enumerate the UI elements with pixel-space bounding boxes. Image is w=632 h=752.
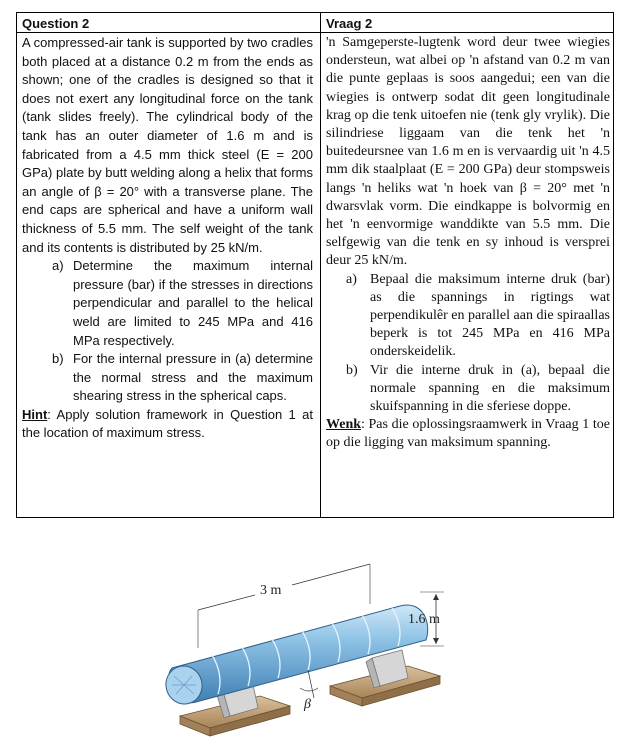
- hint-label: Wenk: [326, 417, 362, 433]
- hint-label: Hint: [22, 406, 48, 422]
- hint-text: : Apply solution framework in Question 1 at the location of maximum stress.: [22, 406, 313, 441]
- part-label: b): [346, 362, 358, 378]
- afrikaans-problem-text: 'n Samgeperste-lugtenk word deur twee wiegies ondersteun, wat albei op 'n afstand van 0.2 m van die punte geplaas is soos aangedui; een van die wiegies is ontwerp sodat dit geen longitudinale krag op die tenk uitoefen nie (tenk gly vrylik). Die silindriese liggaam van die tenk het 'n buitedeursnee van 1.6 m en is vervaardig uit 'n 4.5 mm dik staalplaat (E = 200 GPa) deur stompsweis langs 'n heliks wat 'n hoek van β = 20° met 'n dwarsvlak vorm. Die eindkappe is bolvormig en het 'n eenvormige wanddikte van 5.5 mm. Die selfgewig van die tenk en sy inhoud is versprei deur 25 kN/m.: [326, 35, 610, 269]
- afrikaans-heading: Vraag 2: [326, 16, 373, 31]
- english-part-b: [22, 350, 313, 406]
- afrikaans-column: [326, 15, 610, 453]
- part-label: b): [52, 351, 64, 367]
- part-label: a): [52, 258, 64, 274]
- part-text: Bepaal die maksimum interne druk (bar) as die spannings in rigtings wat perpendikulêr en parallel aan die spiraallas beperk is tot 245 MPa en 416 MPa onderskeidelik.: [370, 271, 610, 360]
- angle-label: β: [304, 697, 311, 712]
- hint-text: : Pas die oplossingsraamwerk in Vraag 1 toe op die ligging van maksimum spanning.: [326, 417, 610, 451]
- bilingual-question-table: [16, 12, 614, 518]
- english-column: [22, 15, 313, 443]
- afrikaans-parts: [326, 271, 610, 417]
- diameter-label: 1.6 m: [408, 612, 440, 627]
- part-label: a): [346, 271, 357, 287]
- tank-figure: [150, 548, 470, 748]
- part-text: For the internal pressure in (a) determine the normal stress and the maximum shearing stress in the spherical caps.: [73, 351, 313, 404]
- english-part-a: [22, 257, 313, 350]
- length-label: 3 m: [260, 583, 282, 598]
- afrikaans-part-b: [326, 362, 610, 417]
- english-heading: Question 2: [22, 16, 90, 31]
- afrikaans-hint: [326, 416, 610, 452]
- part-text: Vir die interne druk in (a), bepaal die normale spanning en die maksimum skuifspanning in die sferiese doppe.: [370, 362, 610, 415]
- english-hint: [22, 406, 313, 443]
- part-text: Determine the maximum internal pressure (bar) if the stresses in directions perpendicular and parallel to the helical weld are limited to 245 MPa and 416 MPa respectively.: [73, 258, 313, 348]
- helix-angle-marker: [300, 670, 318, 712]
- column-divider: [320, 13, 321, 517]
- afrikaans-part-a: [326, 271, 610, 362]
- english-parts: [22, 257, 313, 406]
- english-problem-text: A compressed-air tank is supported by two cradles both placed at a distance 0.2 m from the ends as shown; one of the cradles is designed so that it does not exert any longitudinal force on the tank (tank slides freely). The cylindrical body of the tank has an outer diameter of 1.6 m and is fabricated from a 4.5 mm thick steel (E = 200 GPa) plate by butt welding along a helix that forms an angle of β = 20° with a transverse plane. The end caps are spherical and have a uniform wall thickness of 5.5 mm. The self weight of the tank and its contents is distributed by 25 kN/m.: [22, 35, 313, 255]
